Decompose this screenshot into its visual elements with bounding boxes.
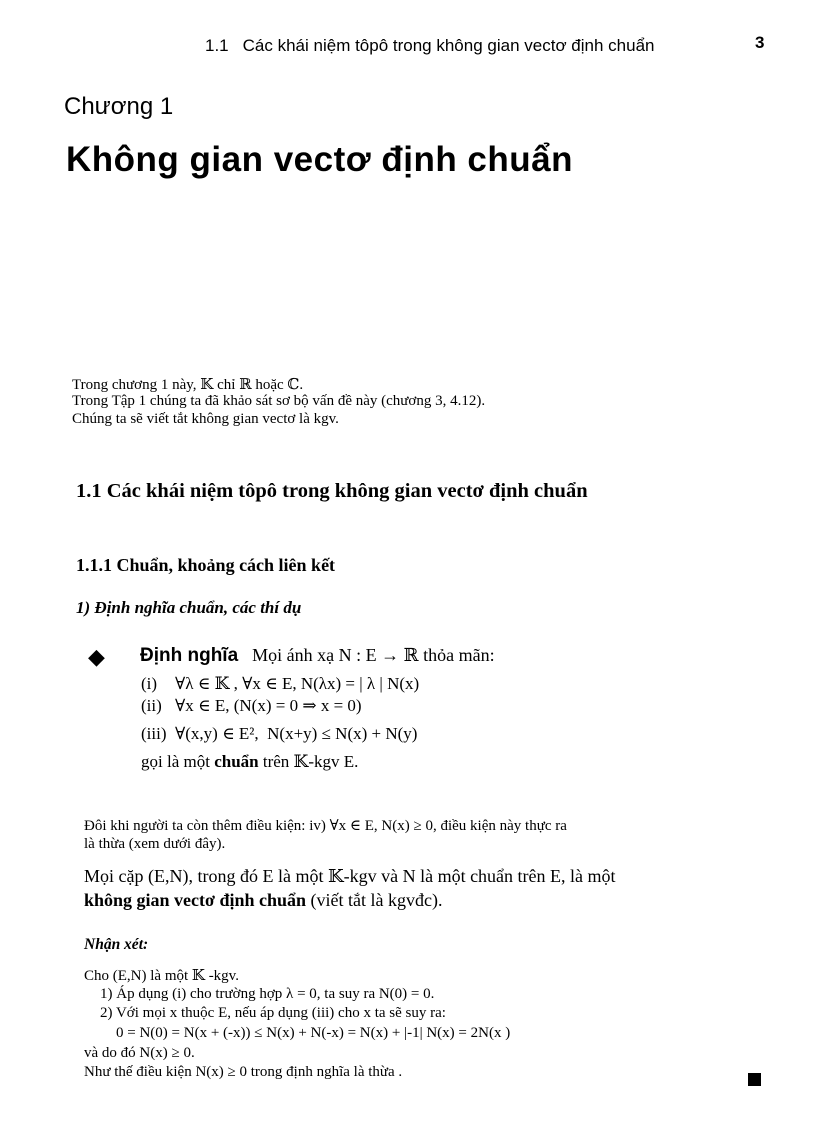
intro-line-3: Chúng ta sẽ viết tắt không gian vectơ là kgv. (72, 411, 339, 427)
item-heading: 1) Định nghĩa chuẩn, các thí dụ (76, 598, 302, 617)
condition-text: ∀λ ∈ 𝕂 , ∀x ∈ E, N(λx) = | λ | N(x) (175, 674, 420, 693)
remark-line-4: 0 = N(0) = N(x + (-x)) ≤ N(x) + N(-x) = N(x) + |-1| N(x) = 2N(x ) (116, 1025, 511, 1041)
normed-space-term: không gian vectơ định chuẩn (84, 890, 307, 910)
condition-label: (i) (141, 674, 158, 693)
condition-ii (141, 696, 362, 716)
remark-line-3: 2) Với mọi x thuộc E, nếu áp dụng (iii) cho x ta sẽ suy ra: (100, 1005, 446, 1021)
section-heading: 1.1 Các khái niệm tôpô trong không gian vectơ định chuẩn (76, 480, 588, 502)
note-line-2: là thừa (xem dưới đây). (84, 836, 226, 852)
condition-iii (141, 724, 417, 744)
normed-space-line-2 (84, 890, 443, 911)
condition-text: ∀x ∈ E, (N(x) = 0 ⇒ x = 0) (175, 696, 362, 715)
normed-space-line-1: Mọi cặp (E,N), trong đó E là một 𝕂-kgv và N là một chuẩn trên E, là một (84, 866, 616, 886)
subsection-heading: 1.1.1 Chuẩn, khoảng cách liên kết (76, 555, 336, 575)
running-header (205, 36, 655, 56)
page-number: 3 (755, 33, 765, 52)
condition-label: (ii) (141, 696, 162, 715)
normed-space-text: (viết tắt là kgvđc). (306, 890, 443, 910)
condition-text: ∀(x,y) ∈ E², ‌ N(x+y) ≤ N(x) + N(y) (175, 724, 418, 743)
running-header-title: Các khái niệm tôpô trong không gian vectơ định chuẩn (242, 36, 655, 55)
remark-heading: Nhận xét: (84, 936, 149, 953)
conclusion-text: trên 𝕂-kgv E. (258, 752, 359, 771)
conclusion-text: gọi là một (141, 752, 215, 771)
definition-intro: Mọi ánh xạ N : E → ℝ thỏa mãn: (252, 645, 495, 665)
condition-i (141, 674, 419, 694)
chapter-title: Không gian vectơ định chuẩn (66, 140, 574, 179)
chapter-label: Chương 1 (64, 93, 174, 120)
intro-line-2: Trong Tập 1 chúng ta đã khảo sát sơ bộ vấn đề này (chương 3, 4.12). (72, 393, 486, 409)
note-line-1: Đôi khi người ta còn thêm điều kiện: iv) ∀x ∈ E, N(x) ≥ 0, điều kiện này thực ra (84, 818, 567, 834)
condition-label: (iii) (141, 724, 167, 743)
remark-line-6: Như thế điều kiện N(x) ≥ 0 trong định nghĩa là thừa . (84, 1064, 403, 1080)
definition-label: Định nghĩa (140, 645, 239, 666)
definition-header (140, 645, 495, 667)
diamond-bullet-icon: ◆ (88, 644, 105, 669)
remark-line-1: Cho (E,N) là một 𝕂 -kgv. (84, 968, 239, 984)
remark-line-5: và do đó N(x) ≥ 0. (84, 1045, 195, 1061)
intro-line-1: Trong chương 1 này, 𝕂 chỉ ℝ hoặc ℂ. (72, 377, 304, 393)
conclusion-term: chuẩn (214, 752, 259, 771)
remark-line-2: 1) Áp dụng (i) cho trường hợp λ = 0, ta suy ra N(0) = 0. (100, 986, 435, 1002)
running-header-section-number: 1.1 (205, 36, 229, 55)
end-of-proof-icon (748, 1073, 761, 1086)
definition-conclusion (141, 752, 358, 772)
